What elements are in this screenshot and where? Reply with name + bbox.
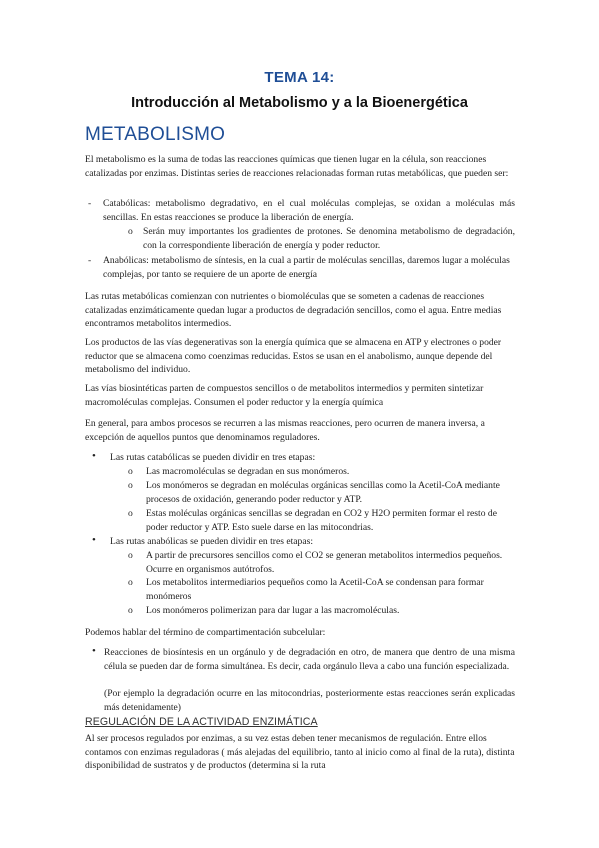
paragraph-productos: Los productos de las vías degenerativas son la energía química que se almacena en ATP y electrones o poder reductor que se almacena como coenzimas reducidas. Estos se usan en el anabolismo, aunque depende del metabolismo del individuo. xyxy=(85,337,502,376)
list-marker: o xyxy=(128,480,133,491)
chapter-title: Introducción al Metabolismo y a la Bioenergética xyxy=(131,95,468,111)
list-marker: o xyxy=(128,466,133,477)
paragraph-regulacion: Al ser procesos regulados por enzimas, a su vez estas deben tener mecanismos de regulación. Entre ellos contamos con enzimas reguladoras ( más alejadas del equilibrio, tanto al inicio como al final de la ruta), distinta disponibilidad de sustratos y de productos (determina si la ruta xyxy=(85,733,515,772)
list-marker: o xyxy=(128,605,133,616)
list-item-note: (Por ejemplo la degradación ocurre en las mitocondrias, posteriormente estas reacciones serán explicadas más detenidamente) xyxy=(104,688,515,713)
paragraph-biosinteticas: Las vías biosintéticas parten de compuestos sencillos o de metabolitos intermedios y permiten sintetizar macromoléculas complejas. Consumen el poder reductor y la energía química xyxy=(85,383,484,408)
bullet-marker: • xyxy=(92,534,96,546)
list-item-catabolicas: Catabólicas: metabolismo degradativo, en el cual moléculas complejas, se oxidan a moléculas más sencillas. En estas reacciones se produce la liberación de energía. xyxy=(103,198,515,223)
list-item-sub: Los monómeros se degradan en moléculas orgánicas sencillas como la Acetil-CoA mediante procesos de oxidación, generando poder reductor y ATP. xyxy=(146,480,500,505)
list-marker: o xyxy=(128,550,133,561)
list-item-biosintesis: Reacciones de biosíntesis en un orgánulo y de degradación en otro, de manera que dentro de una misma célula se pueden dar de forma simultánea. Es decir, cada orgánulo lleva a cabo una función especializada. xyxy=(104,647,515,672)
list-item-anabolicas: Anabólicas: metabolismo de síntesis, en la cual a partir de moléculas sencillas, daremos lugar a moléculas complejas, por tanto se requiere de un aporte de energía xyxy=(103,255,510,280)
list-marker: o xyxy=(128,508,133,519)
bullet-marker: • xyxy=(92,645,96,657)
list-item-gradientes: Serán muy importantes los gradientes de protones. Se denomina metabolismo de degradación, con la correspondiente liberación de energía y poder reductor. xyxy=(143,226,515,251)
list-marker: o xyxy=(128,577,133,588)
list-item-sub: A partir de precursores sencillos como el CO2 se generan metabolitos intermedios pequeños. Ocurre en organismos autótrofos. xyxy=(146,550,503,575)
paragraph-compartimentacion: Podemos hablar del término de compartimentación subcelular: xyxy=(85,627,326,638)
paragraph-rutas: Las rutas metabólicas comienzan con nutrientes o biomoléculas que se someten a cadenas de reacciones catalizadas enzimáticamente quedan lugar a productos de degradación sencillos, como el agua. Entre medias encontramos metabolitos intermedios. xyxy=(85,291,502,330)
list-item-sub: Los metabolitos intermediarios pequeños como la Acetil-CoA se condensan para formar monómeros xyxy=(146,577,484,602)
list-marker: o xyxy=(128,226,133,237)
chapter-number: TEMA 14: xyxy=(264,69,335,86)
section-heading-metabolismo: METABOLISMO xyxy=(85,124,226,145)
list-marker: - xyxy=(88,255,92,266)
section-heading-regulacion: REGULACIÓN DE LA ACTIVIDAD ENZIMÁTICA xyxy=(85,716,318,728)
list-item-sub: Los monómeros polimerizan para dar lugar a las macromoléculas. xyxy=(146,605,400,616)
paragraph-general: En general, para ambos procesos se recurren a las mismas reacciones, pero ocurren de manera inversa, a excepción de aquellos puntos que denominamos reguladores. xyxy=(85,418,485,443)
list-item-sub: Estas moléculas orgánicas sencillas se degradan en CO2 y H2O permiten formar el resto de poder reductor y ATP. Esto suele darse en las mitocondrias. xyxy=(146,508,497,533)
list-item-sub: Las macromoléculas se degradan en sus monómeros. xyxy=(146,466,350,477)
paragraph-intro: El metabolismo es la suma de todas las reacciones químicas que tienen lugar en la célula, son reacciones catalizadas por enzimas. Distintas series de reacciones relacionadas forman rutas metabólicas, que pueden ser: xyxy=(85,154,509,179)
bullet-marker: • xyxy=(92,450,96,462)
list-item-rutas-anabolicas: Las rutas anabólicas se pueden dividir en tres etapas: xyxy=(110,536,313,547)
list-marker: - xyxy=(88,198,92,209)
list-item-rutas-catabolicas: Las rutas catabólicas se pueden dividir en tres etapas: xyxy=(110,452,316,463)
